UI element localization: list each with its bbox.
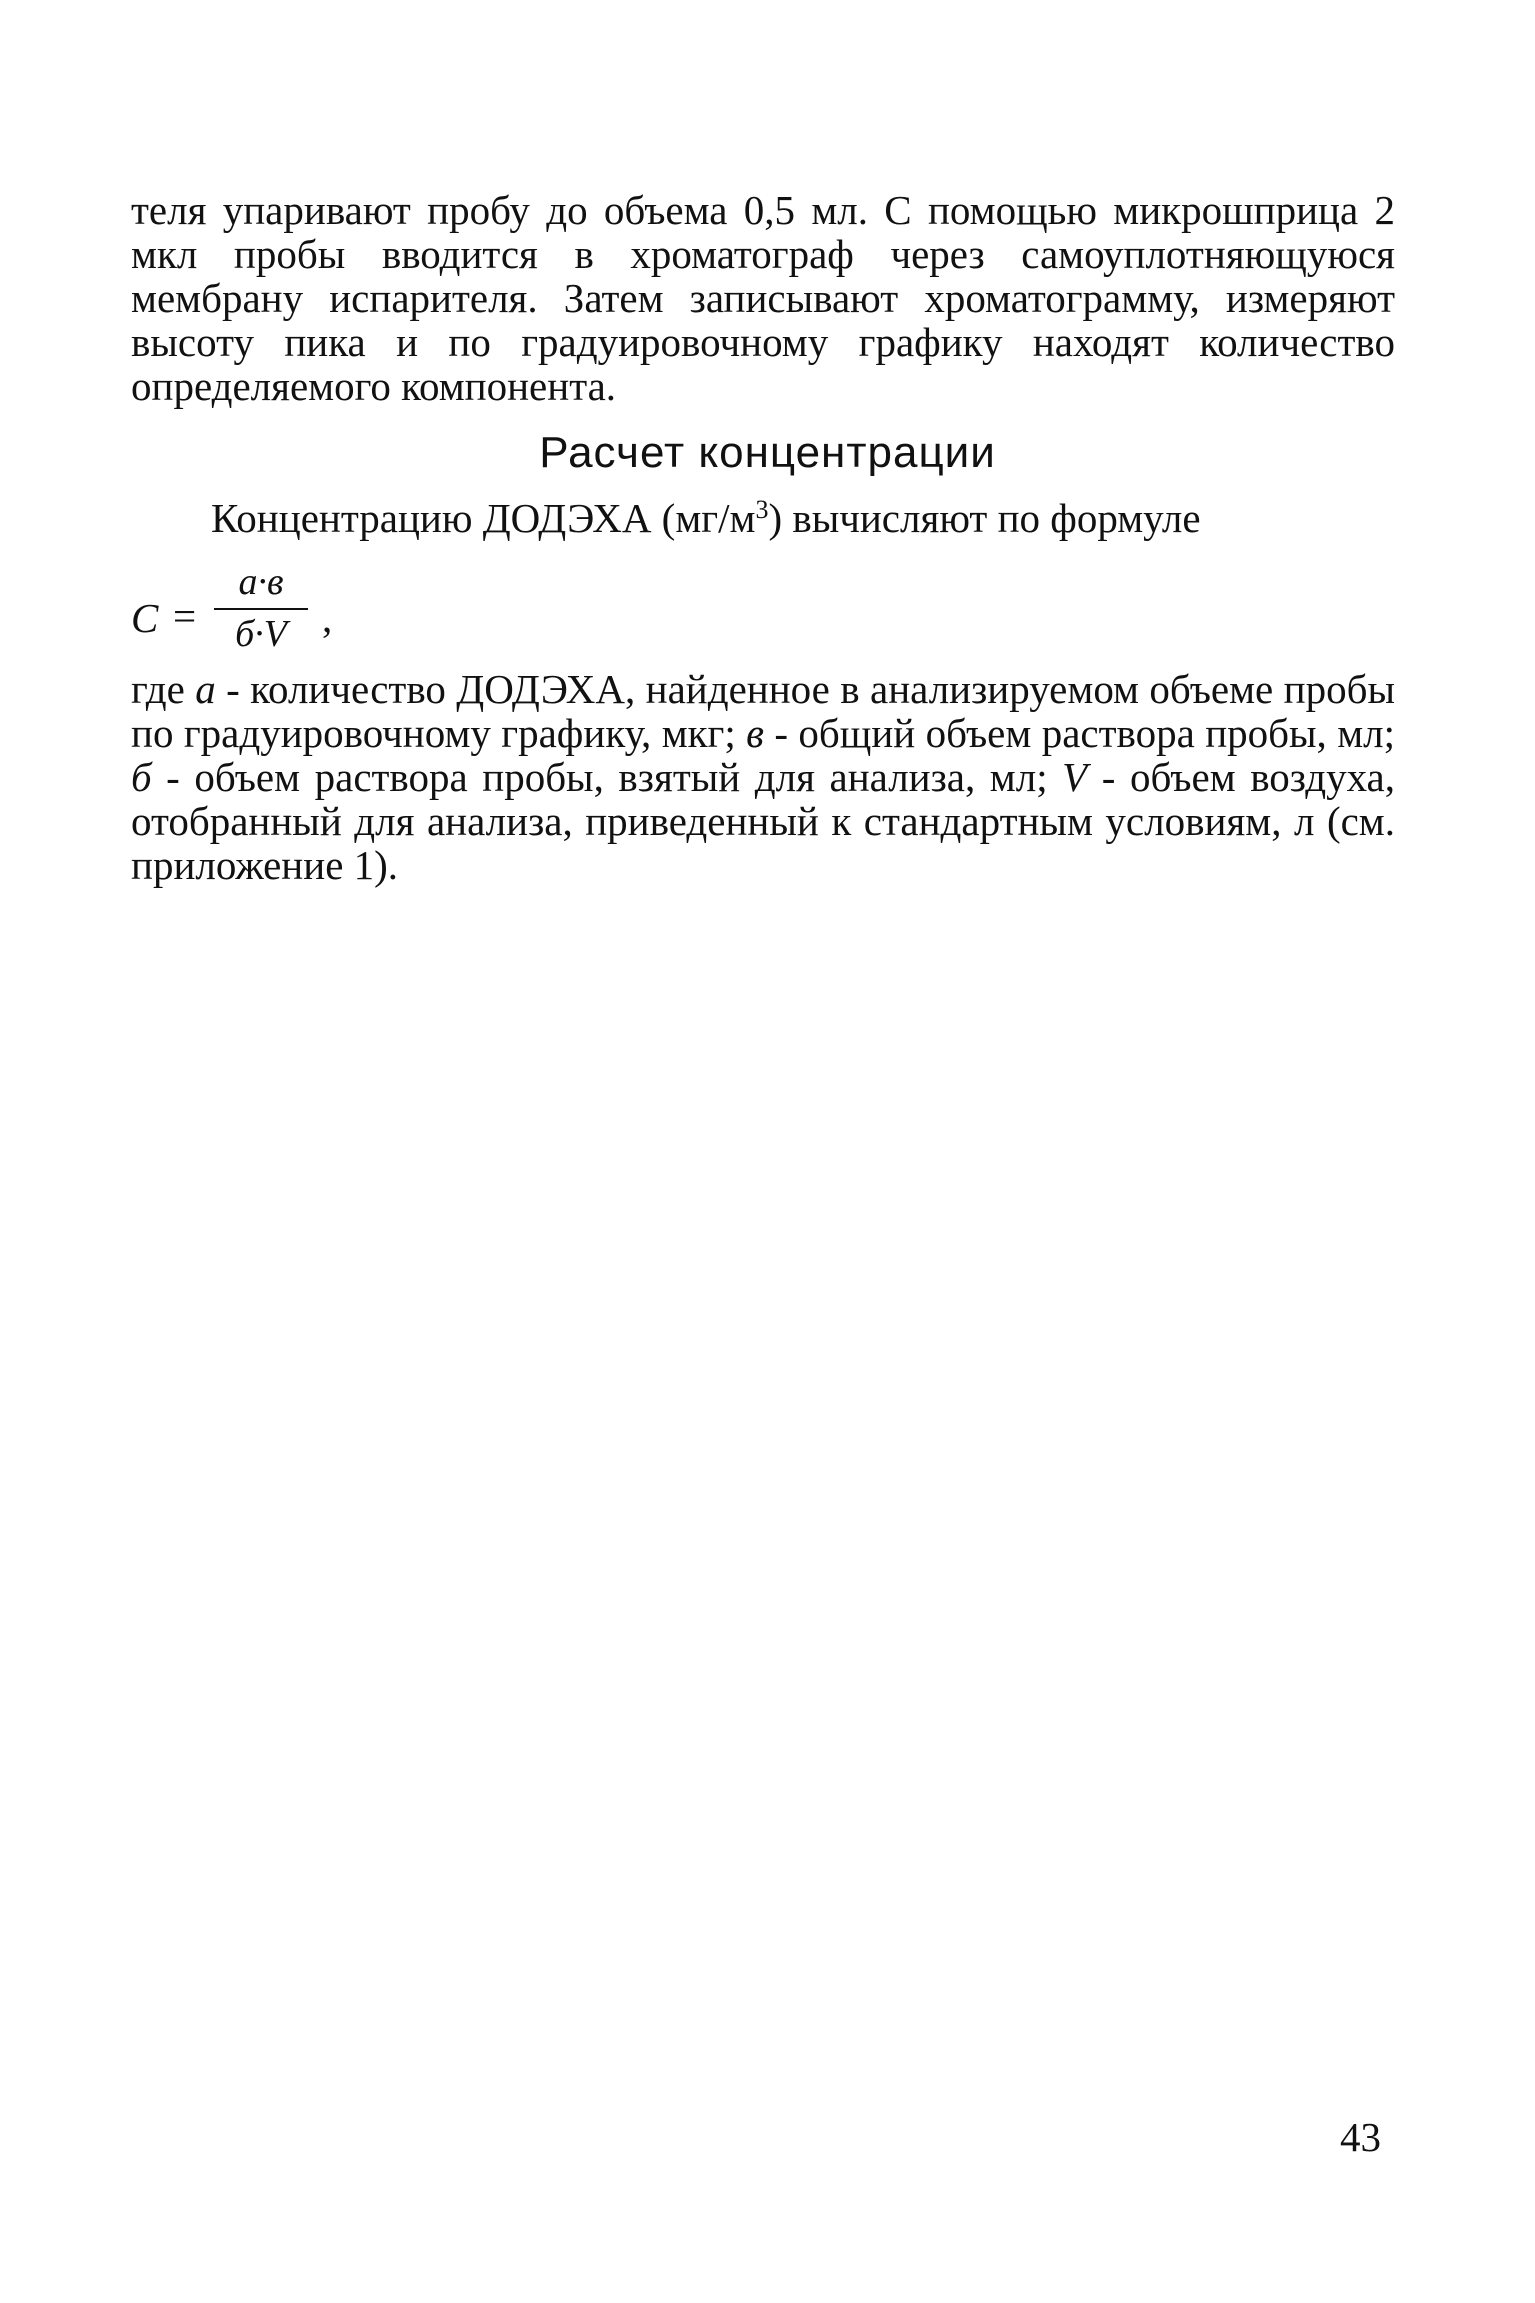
body-paragraph: теля упаривают пробу до объема 0,5 мл. С помощью микрошприца 2 мкл пробы вводится в хроматограф через самоуплотняющуюся мембрану испарителя. Затем записывают хроматограмму, измеряют высоту пика и по градуировочному графику находят количество определяемого компонента.	[131, 187, 1395, 409]
variable-a: a	[195, 666, 216, 712]
variable-v-text: - общий объем раствора пробы, мл;	[763, 710, 1395, 756]
formula-denominator: б·V	[235, 613, 287, 655]
variable-b: б	[131, 754, 152, 800]
formula-intro-superscript: 3	[755, 495, 769, 524]
formula-comma: ,	[322, 595, 333, 641]
formula-fraction	[214, 560, 308, 656]
formula-numerator: a·в	[238, 561, 284, 603]
formula-intro	[211, 493, 1201, 543]
section-heading: Расчет концентрации	[539, 428, 996, 477]
page-number: 43	[1340, 2114, 1381, 2160]
variable-b-text: - объем раствора пробы, взятый для анализа, мл;	[151, 754, 1063, 800]
explanation-lead: где	[131, 666, 196, 712]
variable-a-text: - количество ДОДЭХА, найденное в анализируемом объеме пробы по градуировочному графику, мкг;	[131, 666, 1395, 756]
variable-V: V	[1062, 754, 1088, 800]
fraction-bar	[214, 608, 308, 610]
variable-v: в	[746, 710, 764, 756]
variable-V-text: - объем воздуха, отобранный для анализа, приведенный к стандартным условиям, л (см. приложение 1).	[131, 754, 1395, 888]
formula-lhs: C	[131, 595, 159, 641]
formula-equals: =	[173, 593, 197, 639]
formula-intro-end: ) вычисляют по формуле	[768, 495, 1201, 541]
variables-explanation	[131, 667, 1395, 887]
formula-intro-text: Концентрацию ДОДЭХА (мг/м	[211, 495, 756, 541]
